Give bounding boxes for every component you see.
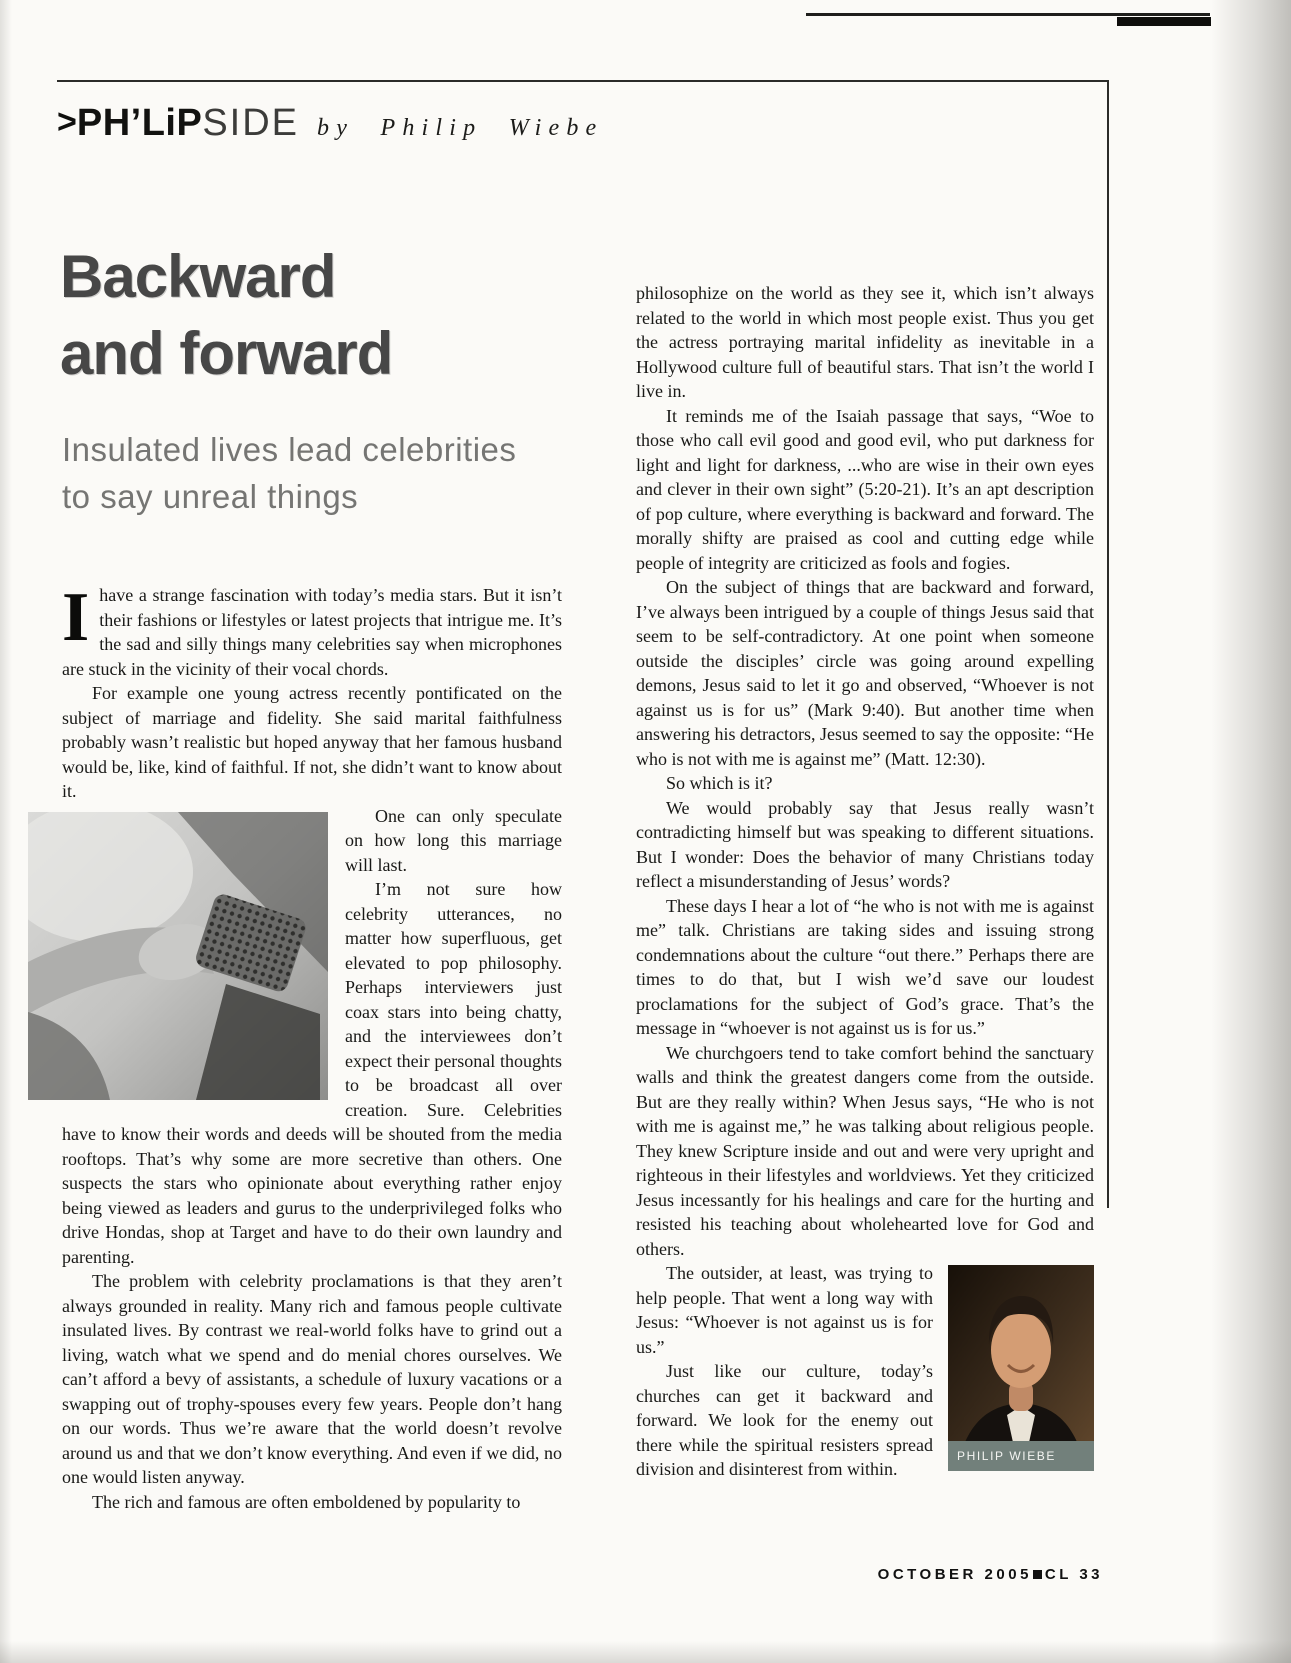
header-horizontal-rule	[57, 80, 1109, 82]
scan-edge-bottom	[0, 1641, 1291, 1663]
page-footer	[878, 1566, 1103, 1583]
masthead-title-bold: PH’LiP	[76, 102, 203, 144]
masthead-arrow-icon: >	[57, 103, 77, 141]
article-subtitle-line1: Insulated lives lead celebrities	[62, 431, 517, 468]
paragraph: It reminds me of the Isaiah passage that says, “Woe to those who call evil good and good evil, who put darkness for light and light for darkness, ...who are wise in their own eyes and clever in their own sight” (5:20-21). It’s an apt description of pop culture, where everything is backward and forward. The morally shifty are praised as cool and cutting edge while people of integrity are criticized as fools and fogies.	[636, 405, 1094, 573]
footer-square-icon	[1033, 1570, 1042, 1579]
masthead-byline: by Philip Wiebe	[317, 115, 604, 141]
paragraph-text: have a strange fascination with today’s media stars. But it isn’t their fashions or lifestyles or latest projects that intrigue me. It’s the sad and silly things many celebrities say when microphones are stuck in the vicinity of their vocal chords.	[62, 585, 562, 679]
right-vertical-rule	[1107, 80, 1109, 1208]
paragraph: We churchgoers tend to take comfort behind the sanctuary walls and think the greatest dangers come from the outside. But are they really within? When Jesus says, “He who is not with me is against me,” he was talking about religious people. They knew Scripture inside and out and were very upright and righteous in their lifestyles and worldviews. Yet they criticized Jesus incessantly for his healings and care for the hurting and resisted his teaching about wholehearted love for God and others.	[636, 1042, 1094, 1259]
article-title	[60, 238, 392, 392]
paragraph: These days I hear a lot of “he who is not with me is against me” talk. Christians are taking sides and issuing strong condemnations about the culture “out there.” Perhaps there are times to do that, but I wish we’d save our loudest proclamations for the subject of God’s grace. That’s the message in “whoever is not against us is for us.”	[636, 895, 1094, 1038]
paragraph: One can only speculate on how long this marriage will last.	[345, 805, 562, 875]
paragraph: The rich and famous are often emboldened by popularity to	[92, 1491, 521, 1512]
paragraph: For example one young actress recently pontificated on the subject of marriage and fidelity. She said marital faithfulness probably wasn’t realistic but hoped anyway that her famous husband would be, like, kind of faithful. If not, she didn’t want to know about it.	[62, 683, 562, 801]
paragraph: Just like our culture, today’s churches can get it backward and forward. We look for the enemy out there while the spiritual resisters spread division and disinterest from within.	[636, 1361, 933, 1479]
scan-edge-right	[1211, 0, 1291, 1663]
top-right-thin-rule	[806, 13, 1210, 16]
right-column	[636, 281, 1094, 1482]
left-column	[62, 579, 562, 1514]
paragraph: I’m not sure how celebrity utterances, no matter how superfluous, get elevated to pop philosophy. Perhaps interviewers just coax stars into being chatty, and the interviewees don’t expect their personal thoughts to be broadcast all over creation. Sure. Celebrities have to know their words and deeds will be shouted from the media rooftops. That’s why some are more secretive than others. One suspects the stars who opinionate about everything rather enjoy being viewed as leaders and gurus to the underprivileged folks who drive Hondas, shop at Target and have to do their own laundry and parenting.	[62, 879, 562, 1267]
paragraph: philosophize on the world as they see it, which isn’t always related to the world in which most people exist. Thus you get the actress portraying marital infidelity as inevitable in a Hollywood culture full of beautiful stars. That isn’t the world I live in.	[636, 283, 1094, 401]
paragraph: The outsider, at least, was trying to help people. That went a long way with Jesus: “Whoever is not against us is for us.”	[636, 1263, 933, 1357]
top-right-thick-bar	[1117, 17, 1211, 26]
footer-page-label: CL 33	[1044, 1566, 1103, 1583]
paragraph: So which is it?	[666, 773, 773, 793]
celebrity-microphone-photo	[28, 812, 328, 1100]
masthead	[57, 102, 603, 145]
article-subtitle	[62, 426, 516, 520]
paragraph: The problem with celebrity proclamations is that they aren’t always grounded in reality. Many rich and famous people cultivate insulated lives. By contrast we real-world folks have to grind out a living, watch what we spend and do menial chores ourselves. We can’t afford a bevy of assistants, a schedule of luxury vacations or a swapping out of trophy-spouses every few years. People don’t hang on our words. Thus we’re aware that the world doesn’t revolve around us and that we don’t know everything. And even if we did, no one would listen anyway.	[62, 1271, 562, 1487]
author-photo-caption: PHILIP WIEBE	[948, 1441, 1094, 1471]
article-title-line1: Backward	[60, 243, 336, 310]
drop-cap: I	[62, 579, 90, 656]
article-subtitle-line2: to say unreal things	[62, 478, 359, 515]
scan-edge-left	[0, 0, 12, 1663]
masthead-title-light: SIDE	[202, 102, 300, 144]
footer-issue: OCTOBER 2005	[877, 1566, 1032, 1583]
paragraph	[62, 579, 562, 681]
microphone-photo-graphic	[28, 812, 328, 1100]
article-title-line2: and forward	[60, 320, 393, 387]
paragraph: On the subject of things that are backward and forward, I’ve always been intrigued by a couple of things Jesus said that seem to be self-contradictory. At one point when someone outside the disciples’ circle was going around expelling demons, Jesus said to let it go and observed, “Whoever is not against us is for us” (Mark 9:40). But another time when answering his detractors, Jesus seemed to say the opposite: “He who is not with me is against me” (Matt. 12:30).	[636, 577, 1094, 769]
paragraph: We would probably say that Jesus really wasn’t contradicting himself but was speaking to different situations. But I wonder: Does the behavior of many Christians today reflect a misunderstanding of Jesus’ words?	[636, 797, 1094, 891]
author-photo	[948, 1265, 1094, 1471]
